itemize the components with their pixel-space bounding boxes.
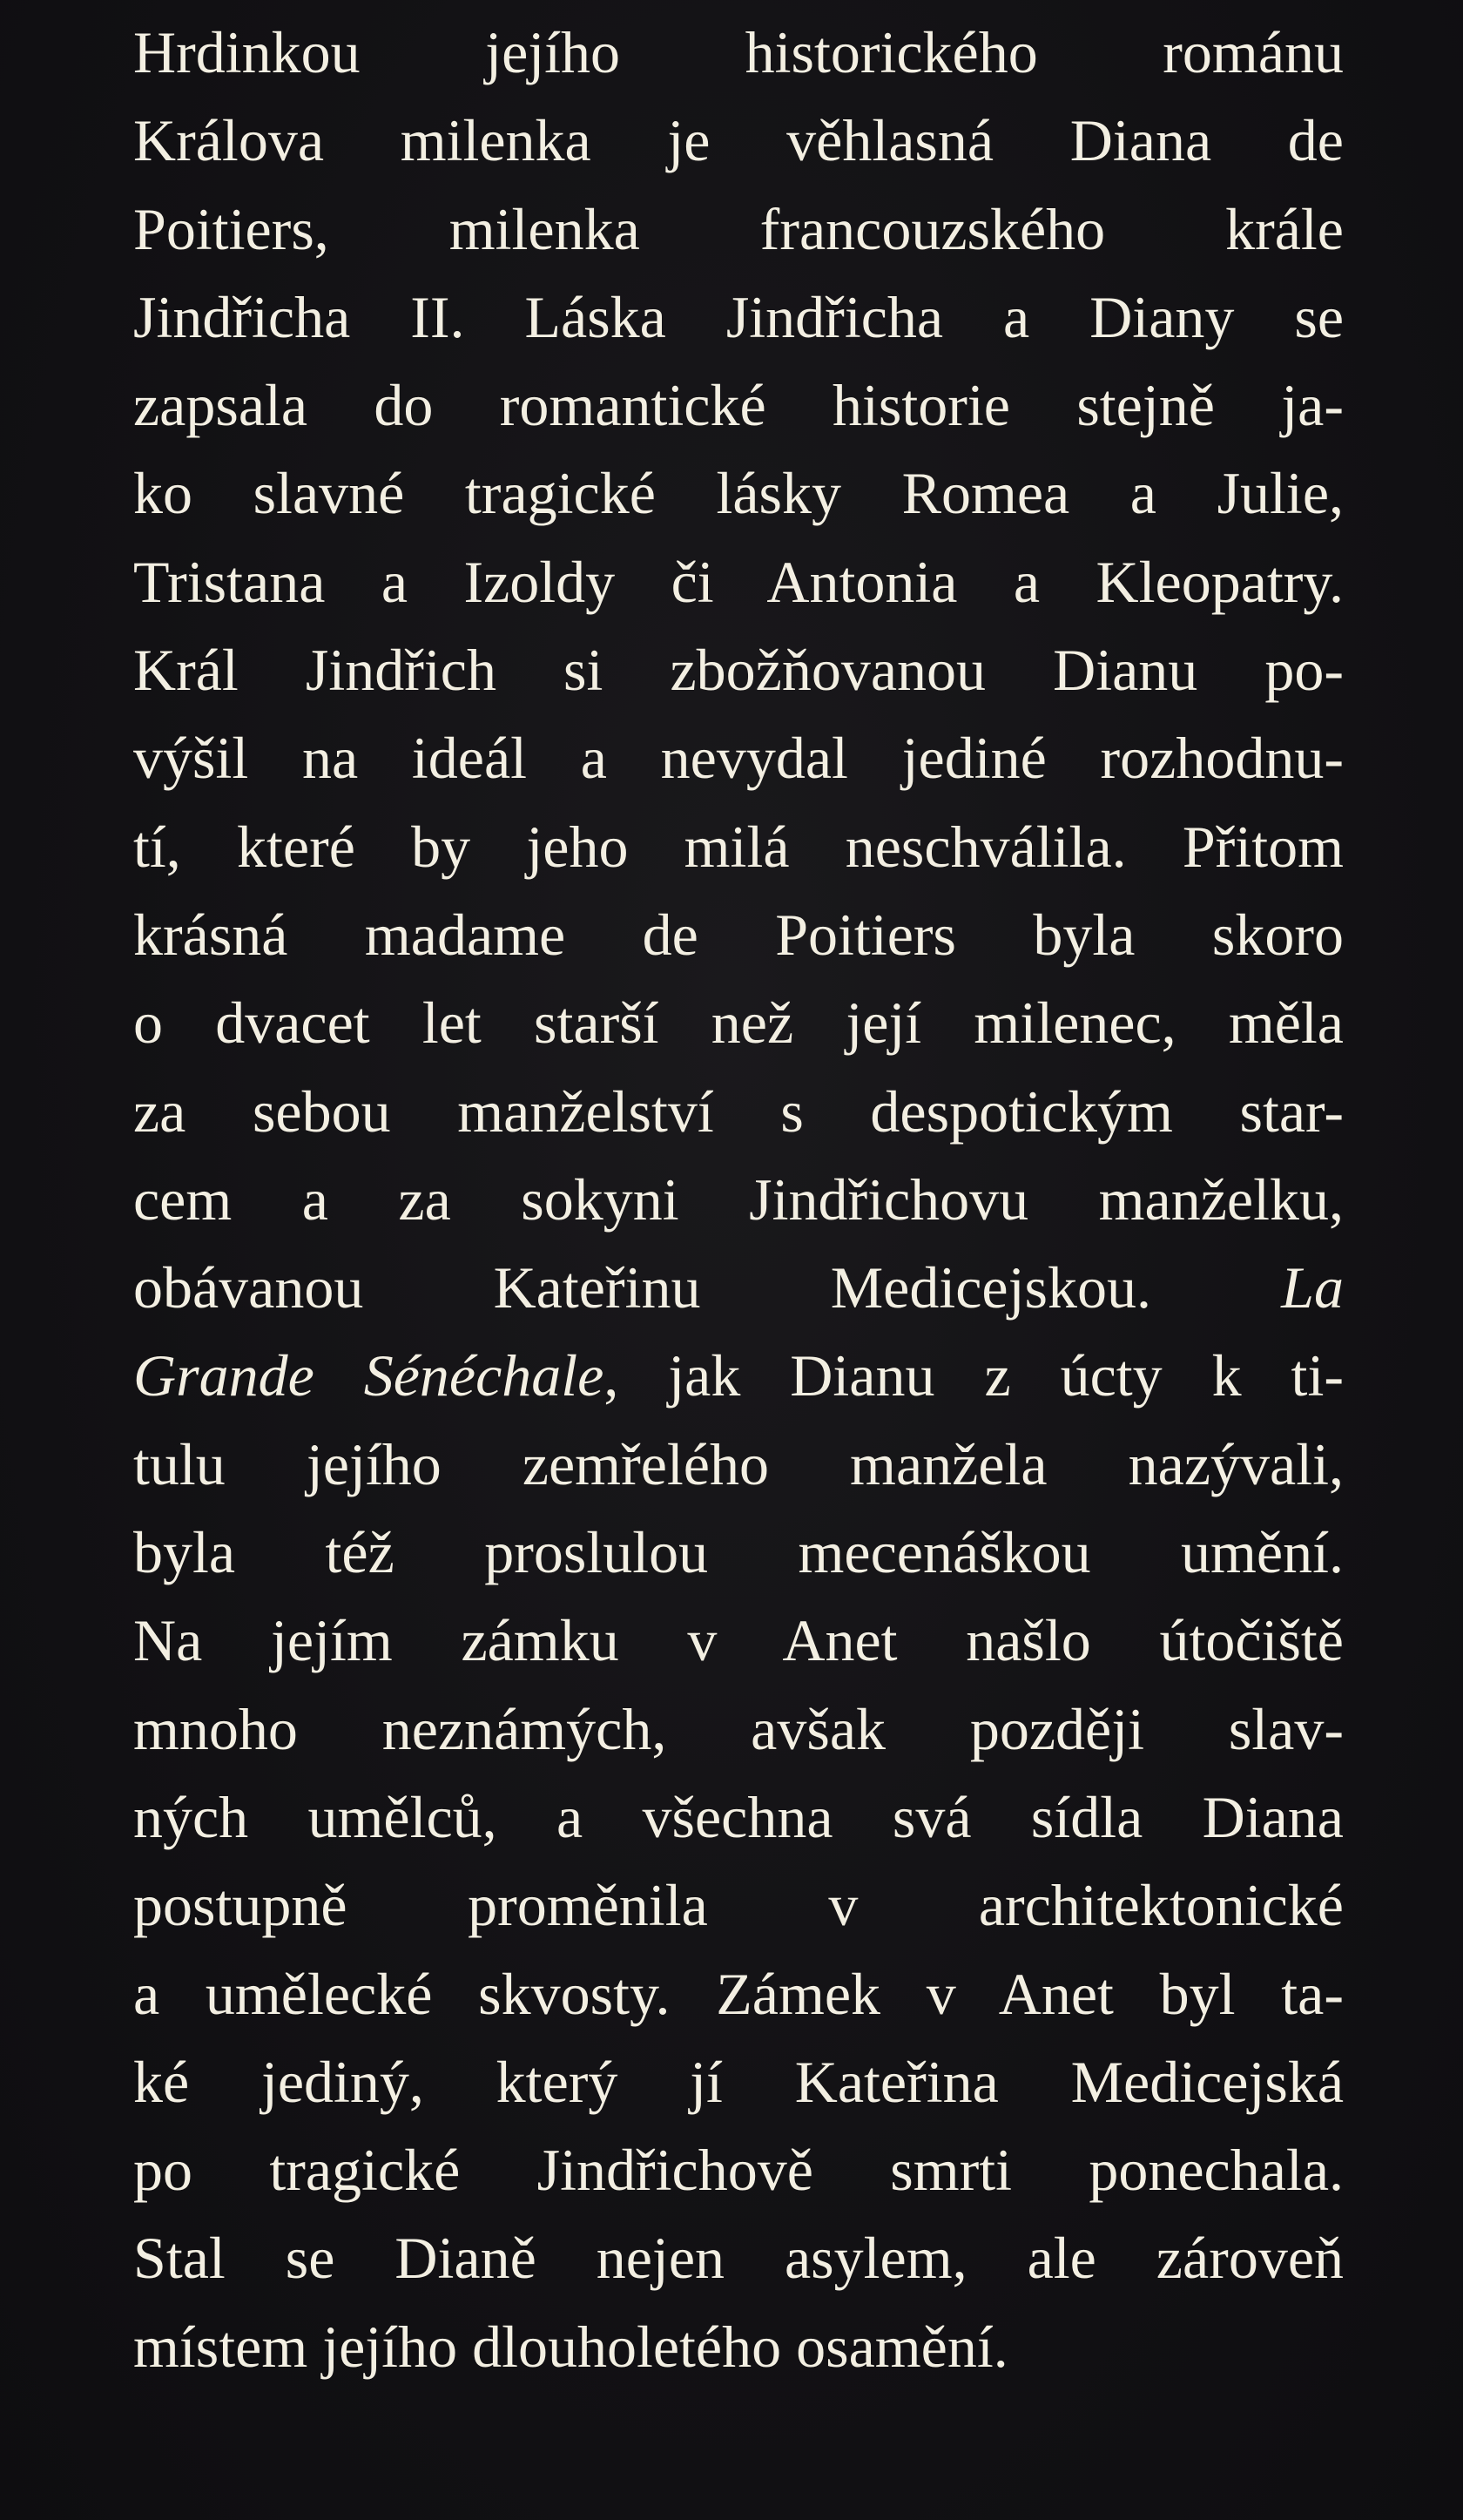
text-line: ných umělců, a všechna svá sídla Diana (133, 1783, 1344, 1850)
text-line: ké jediný, který jí Kateřina Medicejská (133, 2048, 1344, 2115)
text-line: tí, které by jeho milá neschválila. Přitom (133, 813, 1344, 880)
text-line: tulu jejího zemřelého manžela nazývali, (133, 1430, 1344, 1497)
text-line: Králova milenka je věhlasná Diana de (133, 107, 1344, 174)
text-line: o dvacet let starší než její milenec, měla (133, 990, 1344, 1057)
text-line: byla též proslulou mecenáškou umění. (133, 1519, 1344, 1586)
text-line: výšil na ideál a nevydal jediné rozhodnu- (133, 725, 1344, 792)
text-line: Král Jindřich si zbožňovanou Dianu po- (133, 637, 1344, 704)
text-segment: obávanou Kateřinu Medicejskou. (133, 1254, 1151, 1321)
text-line: a umělecké skvosty. Zámek v Anet byl ta- (133, 1960, 1344, 2027)
text-line: Jindřicha II. Láska Jindřicha a Diany se (133, 283, 1344, 350)
text-line: Hrdinkou jejího historického románu (133, 19, 1344, 85)
text-line: za sebou manželství s despotickým star- (133, 1078, 1344, 1145)
text-line: krásná madame de Poitiers byla skoro (133, 901, 1344, 968)
text-line-with-title-start (133, 1244, 1344, 1332)
text-line: Poitiers, milenka francouzského krále (133, 195, 1344, 262)
title-emphasis: La (1281, 1254, 1344, 1321)
text-line: Stal se Dianě nejen asylem, ale zároveň (133, 2225, 1344, 2292)
text-segment: , jak Dianu z úcty k ti- (603, 1342, 1344, 1409)
text-line: mnoho neznámých, avšak později slav- (133, 1695, 1344, 1762)
text-line: Tristana a Izoldy či Antonia a Kleopatry. (133, 548, 1344, 615)
title-emphasis: Grande Sénéchale (133, 1342, 604, 1409)
text-line-last: místem jejího dlouholetého osamění. (133, 2313, 1008, 2380)
text-line: Na jejím zámku v Anet našlo útočiště (133, 1607, 1344, 1674)
text-line: postupně proměnila v architektonické (133, 1872, 1344, 1939)
text-line-with-title-end (133, 1332, 1344, 1420)
text-line: zapsala do romantické historie stejně ja- (133, 372, 1344, 439)
blurb-text (133, 9, 1344, 2391)
text-line: ko slavné tragické lásky Romea a Julie, (133, 460, 1344, 527)
text-line: po tragické Jindřichově smrti ponechala. (133, 2137, 1344, 2204)
text-line: cem a za sokyni Jindřichovu manželku, (133, 1165, 1344, 1233)
